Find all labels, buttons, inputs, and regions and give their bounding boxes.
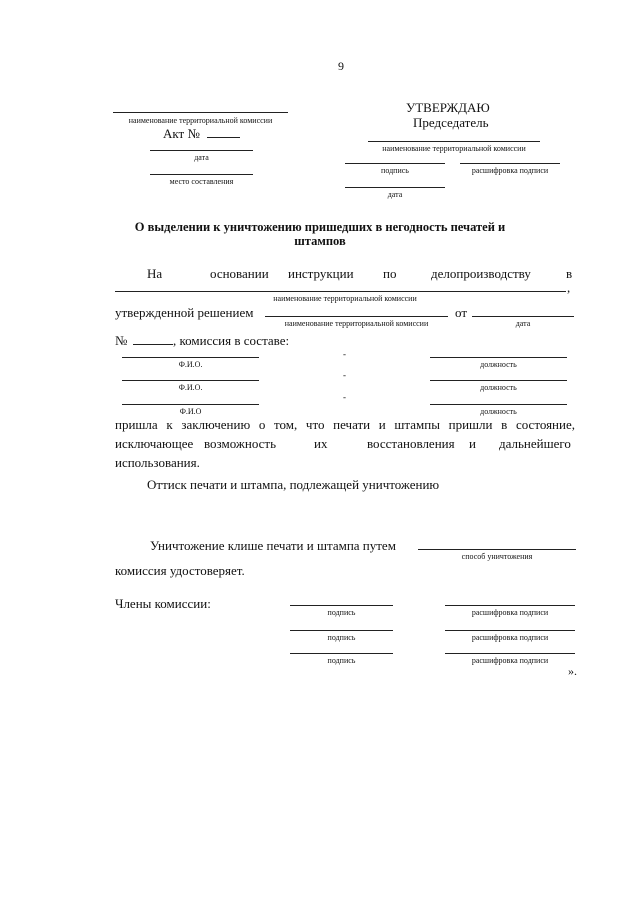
body-word-2: основании: [210, 266, 269, 281]
commission-fill-caption: наименование территориальной комиссии: [273, 294, 417, 303]
decision-number-line: [133, 344, 173, 345]
member-2-position-line: [430, 380, 567, 381]
chairman-decoding-caption: расшифровка подписи: [471, 166, 549, 175]
act-label: Акт №: [163, 126, 200, 141]
member-decode-2-line: [445, 630, 575, 631]
decision-commission-line: [265, 316, 448, 317]
document-title-line2: штампов: [294, 234, 346, 248]
destruction-method-line: [418, 549, 576, 550]
member-sign-2-caption: подпись: [327, 633, 356, 642]
page-number: 9: [338, 59, 344, 73]
member-3-position-line: [430, 404, 567, 405]
conclusion-word-1: исключающее: [115, 436, 194, 451]
approve-heading: УТВЕРЖДАЮ: [406, 100, 490, 115]
chairman-signature-caption: подпись: [381, 166, 409, 175]
decision-date-line: [472, 316, 574, 317]
body-word-5: делопроизводству: [431, 266, 531, 281]
member-3-position-caption: должность: [480, 407, 517, 416]
member-2-dash: -: [343, 370, 346, 380]
member-2-fio-line: [122, 380, 259, 381]
chairman-decoding-line: [460, 163, 560, 164]
imprint-label: Оттиск печати и штампа, подлежащей уничтожению: [147, 477, 440, 492]
comma: ,: [567, 280, 571, 295]
conclusion-word-3: их: [314, 436, 328, 451]
conclusion-word-5: и: [469, 436, 476, 451]
commission-name-caption: наименование территориальной комиссии: [128, 116, 273, 125]
member-decode-1-line: [445, 605, 575, 606]
member-sign-3-caption: подпись: [327, 656, 356, 665]
member-decode-2-caption: расшифровка подписи: [471, 633, 549, 642]
member-1-position-caption: должность: [480, 360, 517, 369]
act-date-line: [150, 150, 253, 151]
conclusion-word-2: возможность: [204, 436, 277, 451]
member-sign-2-line: [290, 630, 393, 631]
body-word-4: по: [383, 266, 397, 281]
member-3-fio-caption: Ф.И.О: [179, 407, 202, 416]
member-decode-3-caption: расшифровка подписи: [471, 656, 549, 665]
chairman-commission-line: [368, 141, 540, 142]
member-3-dash: -: [343, 392, 346, 402]
approved-by-label: утвержденной решением: [115, 305, 254, 320]
chairman-label: Председатель: [413, 115, 489, 130]
body-word-6: в: [566, 266, 573, 281]
conclusion-line-3: использования.: [115, 455, 200, 470]
document-title-line1: О выделении к уничтожению пришедших в негодность печатей и: [134, 220, 506, 234]
act-number-line: [207, 137, 240, 138]
member-2-fio-caption: Ф.И.О.: [178, 383, 203, 392]
closing-mark: ».: [568, 664, 577, 678]
decision-date-caption: дата: [515, 319, 531, 328]
from-label: от: [455, 305, 468, 320]
member-1-fio-caption: Ф.И.О.: [178, 360, 203, 369]
destruction-label: Уничтожение клише печати и штампа путем: [150, 538, 396, 553]
member-1-position-line: [430, 357, 567, 358]
member-sign-3-line: [290, 653, 393, 654]
member-decode-3-line: [445, 653, 575, 654]
members-label: Члены комиссии:: [115, 596, 211, 611]
conclusion-line-1: пришла к заключению о том, что печати и штампы пришли в состояние,: [115, 417, 575, 432]
member-sign-1-caption: подпись: [327, 608, 356, 617]
act-place-caption: место составления: [169, 177, 234, 186]
commission-composition: , комиссия в составе:: [173, 333, 290, 348]
conclusion-word-6: дальнейшего: [499, 436, 571, 451]
member-decode-1-caption: расшифровка подписи: [471, 608, 549, 617]
conclusion-word-4: восстановления: [367, 436, 455, 451]
member-1-dash: -: [343, 349, 346, 359]
number-sign: №: [115, 333, 128, 348]
member-2-position-caption: должность: [480, 383, 517, 392]
body-word-3: инструкции: [288, 266, 354, 281]
chairman-date-caption: дата: [387, 190, 403, 199]
member-1-fio-line: [122, 357, 259, 358]
act-date-caption: дата: [194, 153, 209, 162]
chairman-signature-line: [345, 163, 445, 164]
commission-name-line: [113, 112, 288, 113]
act-place-line: [150, 174, 253, 175]
chairman-date-line: [345, 187, 445, 188]
member-3-fio-line: [122, 404, 259, 405]
chairman-commission-caption: наименование территориальной комиссии: [382, 144, 526, 153]
member-sign-1-line: [290, 605, 393, 606]
decision-commission-caption: наименование территориальной комиссии: [284, 319, 429, 328]
destruction-method-caption: способ уничтожения: [461, 552, 533, 561]
certifies-label: комиссия удостоверяет.: [115, 563, 245, 578]
body-word-1: На: [147, 266, 163, 281]
commission-fill-line: [115, 291, 566, 292]
